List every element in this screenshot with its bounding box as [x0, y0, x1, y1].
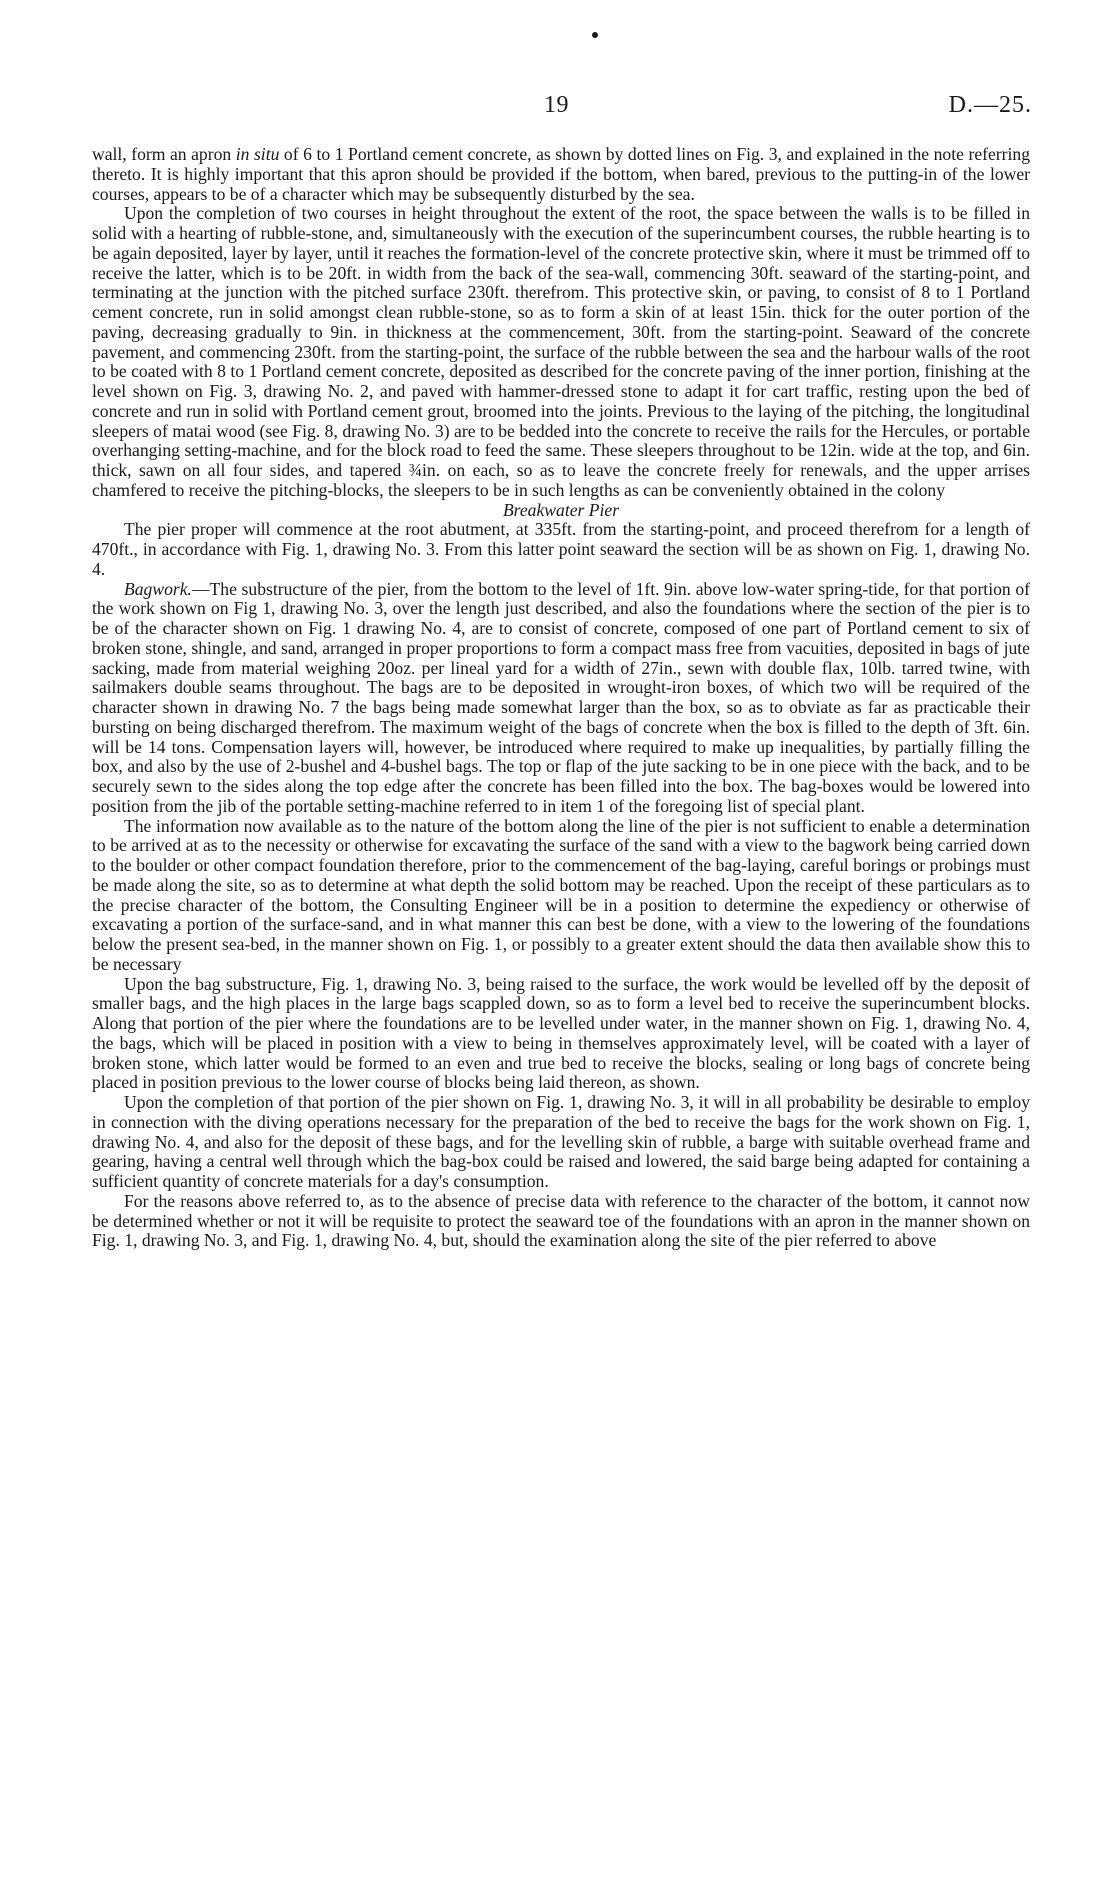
paragraph-1-text-b: of 6 to 1 Portland cement concrete, as shown by dotted lines on Fig. 3, and explained in the note referring thereto. It is highly important that this apron should be provided if the bottom, when bared, previous to the putting-in of the lower courses, appears to be of a character which may be subsequently disturbed by the sea.	[92, 144, 1030, 204]
paragraph-1-italic: in situ	[235, 144, 280, 164]
paragraph-1	[92, 145, 1030, 204]
document-reference: D.—25.	[948, 92, 1032, 118]
paragraph-1-text-a: wall, form an apron	[92, 144, 236, 164]
section-heading: Breakwater Pier	[502, 499, 620, 520]
paragraph-2: Upon the completion of two courses in height throughout the extent of the root, the space between the walls is to be filled in solid with a hearting of rubble-stone, and, simultaneously with the execution of the superincumbent courses, the rubble hearting is to be again deposited, layer by layer, until it reaches the formation-level of the concrete protective skin, where it must be trimmed off to receive the latter, which is to be 20ft. in width from the back of the sea-wall, commencing 30ft. seaward of the starting-point, and terminating at the junction with the pitched surface 230ft. therefrom. This protective skin, or paving, to consist of 8 to 1 Portland cement concrete, run in solid amongst clean rubble-stone, so as to form a skin of at least 15in. thick for the outer portion of the paving, decreasing gradually to 9in. in thickness at the commencement, 30ft. from the starting-point. Seaward of the concrete pavement, and commencing 230ft. from the starting-point, the surface of the rubble between the sea and the harbour walls of the root to be coated with 8 to 1 Portland cement concrete, deposited as described for the concrete paving of the inner portion, finishing at the level shown on Fig. 3, drawing No. 2, and paved with hammer-dressed stone to adapt it for cart traffic, resting upon the bed of concrete and run in solid with Portland cement grout, broomed into the joints. Previous to the laying of the pitching, the longitudinal sleepers of matai wood (see Fig. 8, drawing No. 3) are to be bedded into the concrete to receive the rails for the Hercules, or portable overhanging setting-machine, and for the block road to feed the same. These sleepers throughout to be 12in. wide at the top, and 6in. thick, sawn on all four sides, and tapered ¾in. on each, so as to leave the concrete freely for renewals, and the upper arrises chamfered to receive the pitching-blocks, the sleepers to be in such lengths as can be conveniently obtained in the colony	[92, 203, 1030, 500]
paragraph-7: Upon the completion of that portion of the pier shown on Fig. 1, drawing No. 3, it will in all probability be desirable to employ in connection with the diving operations necessary for the preparation of the bed to receive the bags for the work shown on Fig. 1, drawing No. 4, and also for the deposit of these bags, and for the levelling skin of rubble, a barge with suitable overhead frame and gearing, having a central well through which the bag-box could be raised and lowered, the said barge being adapted for containing a sufficient quantity of concrete materials for a day's consumption.	[92, 1092, 1030, 1191]
paragraph-4	[92, 580, 1030, 817]
paragraph-4-run-in-heading: Bagwork.	[124, 578, 192, 599]
page-mark	[592, 32, 598, 38]
page-number: 19	[544, 92, 569, 118]
paragraph-4-text: —The substructure of the pier, from the bottom to the level of 1ft. 9in. above low-water spring-tide, for that portion of the work shown on Fig 1, drawing No. 3, over the length just described, and also the foundations where the section of the pier is to be of the character shown on Fig. 1 drawing No. 4, are to consist of concrete, composed of one part of Portland cement to six of broken stone, shingle, and sand, arranged in proper proportions to form a compact mass free from vacuities, deposited in bags of jute sacking, made from material weighing 20oz. per lineal yard for a width of 27in., sewn with double flax, 10lb. tarred twine, with sailmakers double seams throughout. The bags are to be deposited in wrought-iron boxes, of which two will be required of the character shown in drawing No. 7 the bags being made somewhat larger than the box, so as to obviate as far as practicable their bursting on being discharged therefrom. The maximum weight of the bags of concrete when the box is filled to the depth of 3ft. 6in. will be 14 tons. Compensation layers will, however, be introduced where required to make up inequalities, by partially filling the box, and also by the use of 2-bushel and 4-bushel bags. The top or flap of the jute sacking to be in one piece with the back, and to be securely sewn to the sides along the top edge after the concrete has been filled into the box. The bag-boxes would be lowered into position from the jib of the portable setting-machine referred to in item 1 of the foregoing list of special plant.	[92, 578, 1030, 816]
paragraph-3: The pier proper will commence at the root abutment, at 335ft. from the starting-point, and proceed therefrom for a length of 470ft., in accordance with Fig. 1, drawing No. 3. From this latter point seaward the section will be as shown on Fig. 1, drawing No. 4.	[92, 519, 1030, 579]
paragraph-6: Upon the bag substructure, Fig. 1, drawing No. 3, being raised to the surface, the work would be levelled off by the deposit of smaller bags, and the high places in the large bags scappled down, so as to form a level bed to receive the superincumbent blocks. Along that portion of the pier where the foundations are to be levelled under water, in the manner shown on Fig. 1, drawing No. 4, the bags, which will be placed in position with a view to being in themselves approximately level, will be coated with a layer of broken stone, which latter would be formed to an even and true bed to receive the blocks, sealing or long bags of concrete being placed in position previous to the lower course of blocks being laid thereon, as shown.	[92, 973, 1030, 1093]
paragraph-5: The information now available as to the nature of the bottom along the line of the pier is not sufficient to enable a determination to be arrived at as to the necessity or otherwise for excavating the surface of the sand with a view to the bagwork being carried down to the boulder or other compact foundation therefore, prior to the commencement of the bag-laying, careful borings or probings must be made along the site, so as to determine at what depth the solid bottom may be reached. Upon the receipt of these particulars as to the precise character of the bottom, the Consulting Engineer will be in a position to determine the expediency or otherwise of excavating a portion of the surface-sand, and in what manner this can best be done, with a view to the lowering of the foundations below the present sea-bed, in the manner shown on Fig. 1, or possibly to a greater extent should the data then available show this to be necessary	[92, 815, 1030, 974]
body-text	[92, 145, 1030, 1251]
paragraph-8: For the reasons above referred to, as to the absence of precise data with reference to the character of the bottom, it cannot now be determined whether or not it will be requisite to protect the seaward toe of the foundations with an apron in the manner shown on Fig. 1, drawing No. 3, and Fig. 1, drawing No. 4, but, should the examination along the site of the pier referred to above	[92, 1190, 1030, 1251]
